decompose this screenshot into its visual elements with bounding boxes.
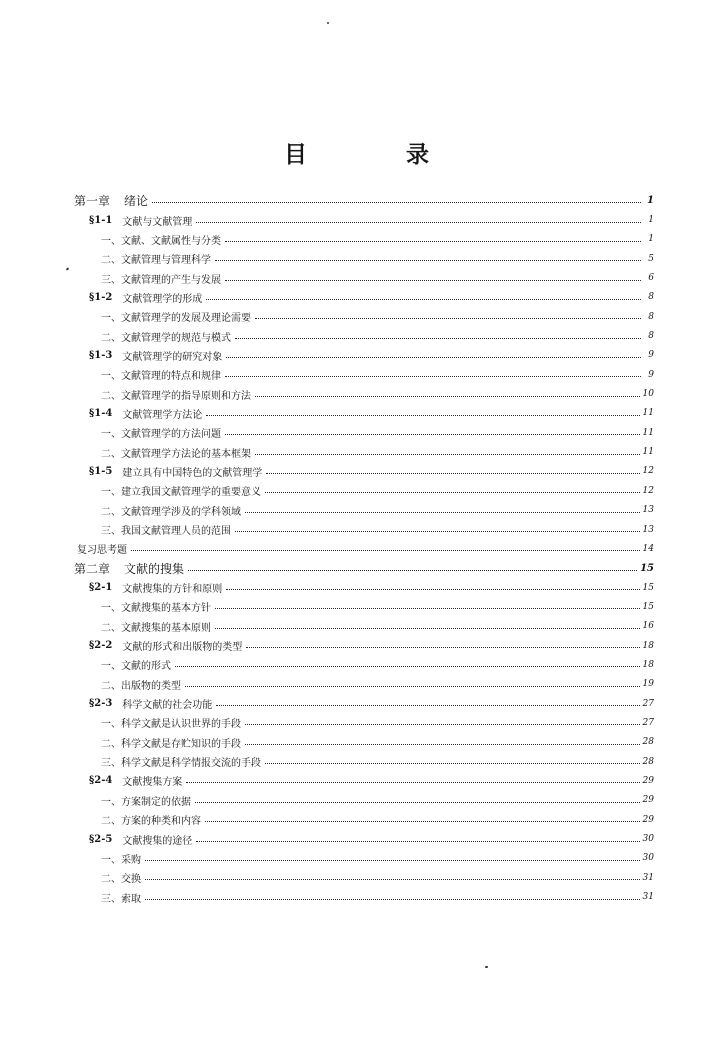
- toc-entry-page: 15: [640, 562, 654, 574]
- dot-leader: [245, 724, 640, 725]
- dot-leader: [225, 376, 641, 377]
- toc-entry-page: 14: [642, 543, 654, 554]
- dot-leader: [215, 260, 641, 261]
- toc-entry-label: 文献的搜集: [124, 561, 185, 576]
- toc-entry-number: §1-5: [89, 465, 113, 477]
- toc-item: [74, 617, 654, 636]
- toc-entry-label: 二、出版物的类型: [101, 680, 181, 692]
- toc-entry-label: 文献搜集的方针和原则: [122, 584, 223, 596]
- toc-entry-label: 二、文献管理学涉及的学科领域: [101, 506, 241, 518]
- page-title: 目 录: [284, 142, 467, 168]
- toc-entry-label: 一、文献搜集的基本方针: [101, 603, 211, 615]
- toc-entry-label: 三、科学文献是科学情报交流的手段: [101, 758, 261, 770]
- toc-entry-page: 16: [642, 621, 654, 632]
- dot-leader: [225, 241, 641, 242]
- toc-entry-page: 12: [642, 485, 654, 496]
- dot-leader: [131, 550, 640, 551]
- dot-leader: [216, 705, 639, 706]
- dot-leader: [245, 512, 640, 513]
- toc-entry-page: 31: [642, 892, 654, 903]
- toc-entry-page: 31: [642, 872, 654, 883]
- toc-entry-label: 一、文献、文献属性与分类: [101, 235, 221, 247]
- dot-leader: [206, 415, 639, 416]
- toc-item: [74, 849, 654, 868]
- toc-entry-label: 文献搜集的途径: [122, 835, 193, 847]
- scan-speck: [66, 267, 70, 270]
- toc-item: [74, 307, 654, 326]
- toc-entry-number: §2-5: [89, 833, 113, 845]
- toc-entry-label: 一、科学文献是认识世界的手段: [101, 719, 241, 731]
- toc-section: [74, 462, 654, 481]
- toc-entry-number: 第一章: [74, 194, 111, 209]
- toc-entry-page: 19: [642, 679, 654, 690]
- toc-entry-label: 一、文献管理的特点和规律: [101, 371, 221, 383]
- dot-leader: [188, 570, 637, 571]
- toc-entry-page: 10: [642, 389, 654, 400]
- toc-entry-page: 29: [642, 795, 654, 806]
- toc-entry-label: 文献与文献管理: [122, 216, 193, 228]
- dot-leader: [225, 280, 641, 281]
- toc-entry-label: 三、我国文献管理人员的范围: [101, 526, 231, 538]
- toc-item: [74, 423, 654, 442]
- toc-entry-number: §2-3: [89, 698, 113, 710]
- toc-entry-page: 12: [642, 466, 654, 477]
- toc-item: [74, 539, 654, 558]
- toc-entry-label: 二、文献搜集的基本原则: [101, 622, 211, 634]
- toc-item: [74, 655, 654, 674]
- scan-speck: [485, 966, 488, 968]
- toc-item: [74, 501, 654, 520]
- toc-entry-page: 11: [642, 408, 654, 419]
- toc-item: [74, 326, 654, 345]
- toc-entry-label: 一、方案制定的依据: [101, 796, 191, 808]
- toc-entry-page: 27: [642, 698, 654, 709]
- toc-entry-page: 5: [648, 253, 654, 264]
- toc-entry-label: 复习思考题: [77, 545, 127, 557]
- table-of-contents: [74, 191, 654, 907]
- toc-entry-label: 一、文献管理学的方法问题: [101, 429, 221, 441]
- toc-entry-number: §1-3: [89, 349, 113, 361]
- dot-leader: [226, 357, 641, 358]
- toc-entry-page: 18: [642, 640, 654, 651]
- dot-leader: [215, 608, 640, 609]
- toc-section: [74, 288, 654, 307]
- toc-item: [74, 791, 654, 810]
- dot-leader: [186, 782, 639, 783]
- toc-entry-label: 科学文献的社会功能: [122, 700, 213, 712]
- dot-leader: [255, 396, 640, 397]
- toc-item: [74, 733, 654, 752]
- toc-section: [74, 404, 654, 423]
- toc-entry-number: §2-2: [89, 640, 113, 652]
- toc-chapter: [74, 559, 654, 578]
- toc-entry-label: 二、方案的种类和内容: [101, 816, 201, 828]
- toc-item: [74, 520, 654, 539]
- dot-leader: [175, 666, 640, 667]
- toc-entry-label: 二、文献管理与管理科学: [101, 255, 211, 267]
- dot-leader: [235, 531, 640, 532]
- dot-leader: [205, 821, 640, 822]
- dot-leader: [145, 879, 640, 880]
- dot-leader: [145, 899, 640, 900]
- dot-leader: [215, 628, 640, 629]
- toc-item: [74, 249, 654, 268]
- toc-entry-page: 28: [642, 737, 654, 748]
- toc-entry-page: 1: [647, 195, 654, 207]
- toc-entry-page: 11: [642, 447, 654, 458]
- toc-entry-label: 文献搜集方案: [122, 777, 183, 789]
- toc-section: [74, 771, 654, 790]
- toc-entry-page: 8: [648, 311, 654, 322]
- dot-leader: [226, 589, 639, 590]
- toc-entry-number: §1-2: [89, 291, 113, 303]
- toc-entry-page: 28: [642, 756, 654, 767]
- toc-entry-label: 三、索取: [101, 893, 141, 905]
- dot-leader: [265, 492, 640, 493]
- toc-item: [74, 752, 654, 771]
- dot-leader: [152, 202, 641, 203]
- toc-entry-label: 建立具有中国特色的文献管理学: [122, 467, 263, 479]
- dot-leader: [235, 338, 641, 339]
- dot-leader: [265, 763, 640, 764]
- toc-entry-label: 一、文献管理学的发展及理论需要: [101, 313, 251, 325]
- toc-entry-label: 三、文献管理的产生与发展: [101, 274, 221, 286]
- toc-section: [74, 346, 654, 365]
- toc-entry-label: 一、建立我国文献管理学的重要意义: [101, 487, 261, 499]
- toc-entry-page: 15: [642, 582, 654, 593]
- toc-section: [74, 578, 654, 597]
- toc-entry-label: 二、文献管理学的指导原则和方法: [101, 390, 251, 402]
- toc-entry-number: §1-1: [89, 214, 113, 226]
- toc-item: [74, 230, 654, 249]
- dot-leader: [206, 299, 641, 300]
- dot-leader: [266, 473, 639, 474]
- toc-item: [74, 384, 654, 403]
- toc-section: [74, 694, 654, 713]
- toc-entry-number: 第二章: [74, 561, 111, 576]
- toc-entry-number: §2-4: [89, 775, 113, 787]
- toc-entry-page: 15: [642, 601, 654, 612]
- toc-entry-page: 30: [642, 834, 654, 845]
- dot-leader: [145, 860, 640, 861]
- toc-item: [74, 365, 654, 384]
- toc-section: [74, 829, 654, 848]
- toc-item: [74, 887, 654, 906]
- dot-leader: [185, 686, 640, 687]
- dot-leader: [225, 434, 640, 435]
- toc-item: [74, 675, 654, 694]
- toc-item: [74, 268, 654, 287]
- toc-item: [74, 868, 654, 887]
- toc-entry-page: 8: [648, 292, 654, 303]
- toc-entry-label: 文献的形式和出版物的类型: [122, 642, 243, 654]
- toc-entry-label: 二、交换: [101, 874, 141, 886]
- toc-entry-page: 13: [642, 505, 654, 516]
- scan-speck: [327, 22, 329, 24]
- toc-entry-page: 1: [648, 234, 654, 245]
- toc-entry-label: 文献管理学方法论: [122, 409, 203, 421]
- toc-entry-page: 29: [642, 775, 654, 786]
- toc-entry-page: 8: [648, 331, 654, 342]
- toc-item: [74, 597, 654, 616]
- toc-entry-page: 30: [642, 853, 654, 864]
- toc-entry-number: §1-4: [89, 407, 113, 419]
- toc-item: [74, 442, 654, 461]
- toc-entry-page: 1: [648, 215, 654, 226]
- toc-entry-page: 18: [642, 659, 654, 670]
- toc-entry-page: 13: [642, 524, 654, 535]
- toc-entry-page: 6: [648, 273, 654, 284]
- dot-leader: [196, 841, 639, 842]
- toc-entry-number: §2-1: [89, 582, 113, 594]
- toc-item: [74, 481, 654, 500]
- toc-entry-page: 27: [642, 717, 654, 728]
- dot-leader: [246, 647, 639, 648]
- dot-leader: [255, 318, 641, 319]
- toc-entry-page: 9: [648, 369, 654, 380]
- toc-entry-label: 文献管理学的研究对象: [122, 351, 223, 363]
- dot-leader: [196, 222, 641, 223]
- toc-entry-label: 二、文献管理学方法论的基本框架: [101, 448, 251, 460]
- dot-leader: [255, 454, 640, 455]
- toc-entry-label: 一、文献的形式: [101, 661, 171, 673]
- dot-leader: [195, 802, 640, 803]
- toc-section: [74, 636, 654, 655]
- toc-entry-label: 二、科学文献是存贮知识的手段: [101, 738, 241, 750]
- toc-entry-label: 文献管理学的形成: [122, 293, 203, 305]
- toc-entry-label: 绪论: [124, 194, 149, 209]
- toc-section: [74, 210, 654, 229]
- toc-entry-label: 二、文献管理学的规范与模式: [101, 332, 231, 344]
- toc-chapter: [74, 191, 654, 210]
- dot-leader: [245, 744, 640, 745]
- toc-item: [74, 713, 654, 732]
- toc-entry-page: 9: [648, 350, 654, 361]
- toc-entry-page: 11: [642, 427, 654, 438]
- toc-item: [74, 810, 654, 829]
- toc-entry-label: 一、采购: [101, 854, 141, 866]
- toc-entry-page: 29: [642, 814, 654, 825]
